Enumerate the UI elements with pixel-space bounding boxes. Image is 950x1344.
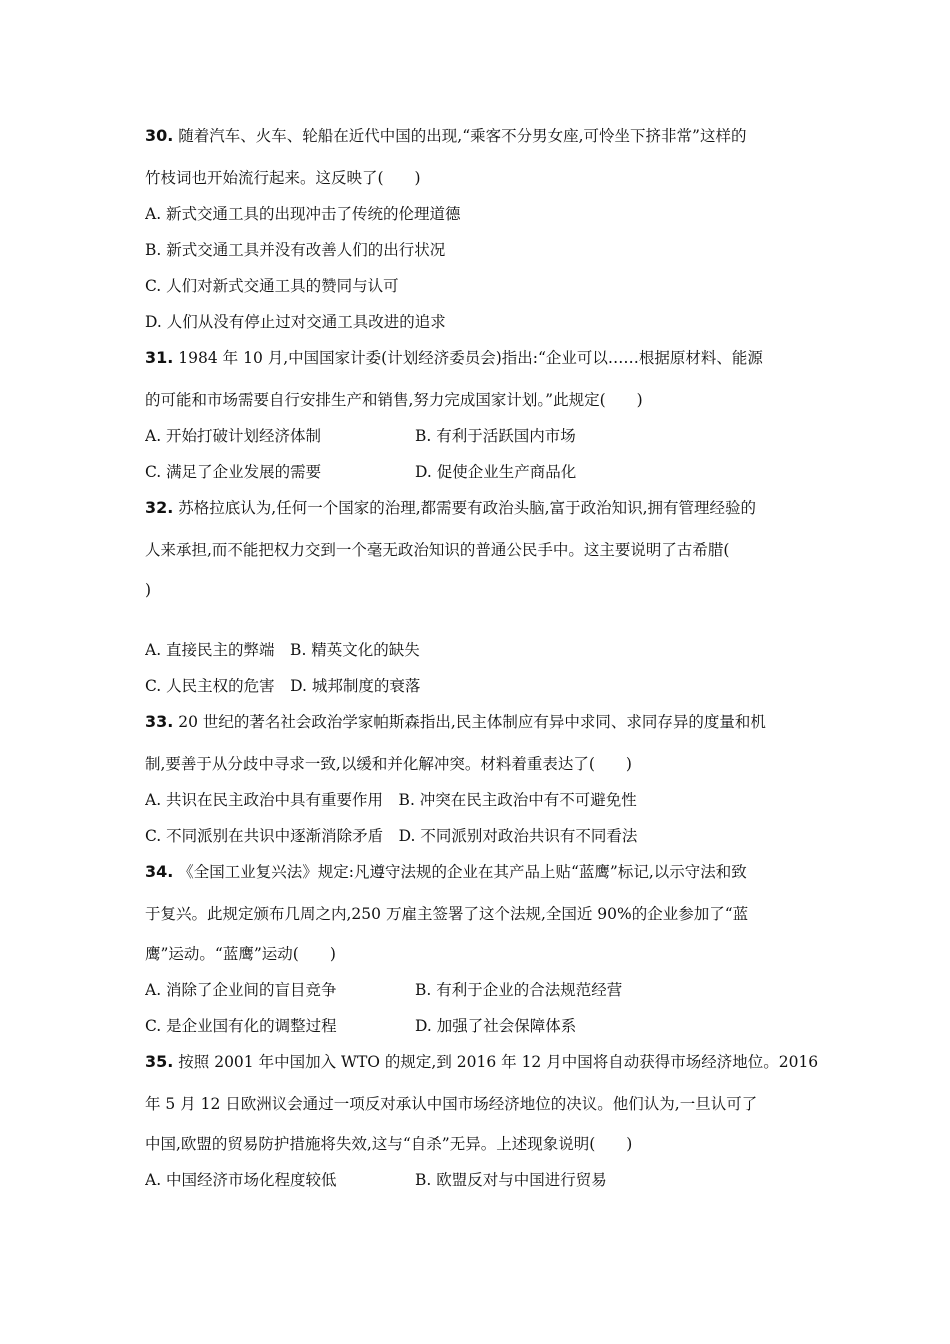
question-30-option-b: B. 新式交通工具并没有改善人们的出行状况 [145,241,446,259]
question-30-option-a: A. 新式交通工具的出现冲击了传统的伦理道德 [145,205,461,223]
question-31-option-d: D. 促使企业生产商品化 [415,463,577,481]
question-33-options-row-2: C. 不同派别在共识中逐渐消除矛盾 D. 不同派别对政治共识有不同看法 [145,827,638,845]
question-34-options-row-2 [145,1016,825,1036]
question-stem-text: 随着汽车、火车、轮船在近代中国的出现,“乘客不分男女座,可怜坐下挤非常”这样的 [178,127,747,145]
question-34-option-d: D. 加强了社会保障体系 [415,1017,577,1035]
question-35-line-2: 年 5 月 12 日欧洲议会通过一项反对承认中国市场经济地位的决议。他们认为,一旦认可了 [145,1095,758,1113]
question-number: 31. [145,348,174,367]
question-33-options-row-1: A. 共识在民主政治中具有重要作用 B. 冲突在民主政治中有不可避免性 [145,791,637,809]
question-number: 34. [145,862,174,881]
question-35-line-3: 中国,欧盟的贸易防护措施将失效,这与“自杀”无异。上述现象说明( ) [145,1135,633,1153]
question-stem-text: 《全国工业复兴法》规定:凡遵守法规的企业在其产品上贴“蓝鹰”标记,以示守法和致 [178,863,747,881]
question-32-line-1 [145,498,825,518]
question-33-line-2: 制,要善于从分歧中寻求一致,以缓和并化解冲突。材料着重表达了( ) [145,755,632,773]
question-32-options-row-1: A. 直接民主的弊端 B. 精英文化的缺失 [145,641,420,659]
question-number: 30. [145,126,174,145]
question-stem-text: 1984 年 10 月,中国国家计委(计划经济委员会)指出:“企业可以……根据原材料、能源 [178,349,763,367]
question-34-line-1 [145,862,825,882]
question-stem-text: 苏格拉底认为,任何一个国家的治理,都需要有政治头脑,富于政治知识,拥有管理经验的 [178,499,756,517]
question-number: 33. [145,712,174,731]
question-31-options-row-2 [145,462,825,482]
question-34-line-2: 于复兴。此规定颁布几周之内,250 万雇主签署了这个法规,全国近 90%的企业参加了“蓝 [145,905,749,923]
question-30-option-c: C. 人们对新式交通工具的赞同与认可 [145,277,399,295]
question-32-line-3: ) [145,581,152,599]
question-stem-text: 20 世纪的著名社会政治学家帕斯森指出,民主体制应有异中求同、求同存异的度量和机 [178,713,766,731]
question-33-line-1 [145,712,825,732]
question-number: 32. [145,498,174,517]
question-31-option-c: C. 满足了企业发展的需要 [145,463,322,481]
question-31-line-2: 的可能和市场需要自行安排生产和销售,努力完成国家计划。”此规定( ) [145,391,643,409]
question-30-line-1 [145,126,825,146]
question-30-option-d: D. 人们从没有停止过对交通工具改进的追求 [145,313,446,331]
question-34-options-row-1 [145,980,825,1000]
question-35-option-b: B. 欧盟反对与中国进行贸易 [415,1171,607,1189]
question-34-line-3: 鹰”运动。“蓝鹰”运动( ) [145,945,336,963]
question-32-line-2: 人来承担,而不能把权力交到一个毫无政治知识的普通公民手中。这主要说明了古希腊( [145,541,730,559]
question-stem-text: 按照 2001 年中国加入 WTO 的规定,到 2016 年 12 月中国将自动获得市场经济地位。2016 [178,1053,819,1071]
question-32-options-row-2: C. 人民主权的危害 D. 城邦制度的衰落 [145,677,421,695]
question-number: 35. [145,1052,174,1071]
question-34-option-c: C. 是企业国有化的调整过程 [145,1017,337,1035]
question-30-line-2: 竹枝词也开始流行起来。这反映了( ) [145,169,421,187]
question-34-option-b: B. 有利于企业的合法规范经营 [415,981,623,999]
question-34-option-a: A. 消除了企业间的盲目竞争 [145,981,337,999]
question-31-options-row-1 [145,426,825,446]
question-31-option-a: A. 开始打破计划经济体制 [145,427,322,445]
question-35-option-a: A. 中国经济市场化程度较低 [145,1171,337,1189]
question-31-line-1 [145,348,825,368]
question-31-option-b: B. 有利于活跃国内市场 [415,427,576,445]
question-35-line-1 [145,1052,825,1072]
question-35-options-row-1 [145,1170,825,1190]
